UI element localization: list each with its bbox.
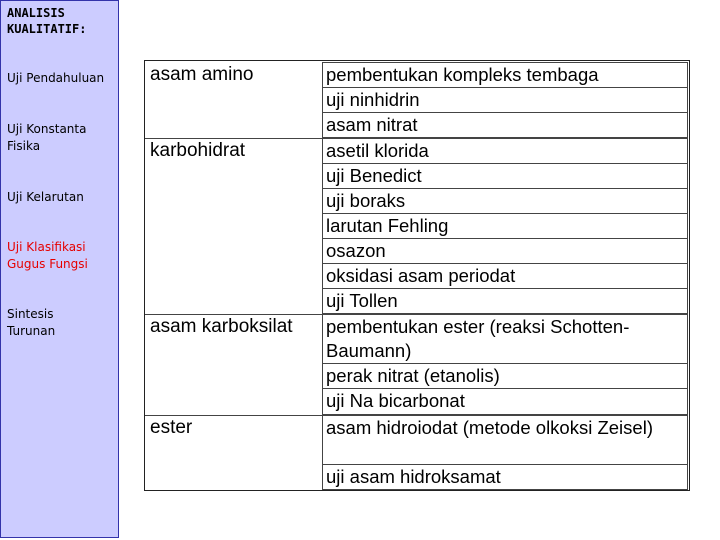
test-cell: uji boraks xyxy=(322,188,688,214)
test-cell: pembentukan ester (reaksi Schotten-Baumann) xyxy=(322,314,688,364)
sidebar-item-uji-pendahuluan[interactable]: Uji Pendahuluan xyxy=(7,71,105,85)
test-cell: uji Na bicarbonat xyxy=(322,388,688,415)
sidebar-title-line2: KUALITATIF: xyxy=(7,22,87,36)
test-cell: larutan Fehling xyxy=(322,213,688,239)
test-cell: pembentukan kompleks tembaga xyxy=(322,62,688,88)
test-cell: uji Benedict xyxy=(322,163,688,189)
group-ester: ester xyxy=(150,417,193,438)
group-divider xyxy=(145,314,322,315)
sidebar-item-uji-kelarutan[interactable]: Uji Kelarutan xyxy=(7,190,84,204)
sidebar-item-uji-konstanta-fisika[interactable]: Uji Konstanta Fisika xyxy=(7,122,87,153)
group-karbohidrat: karbohidrat xyxy=(150,140,246,161)
group-asam-karboksilat: asam karboksilat xyxy=(150,316,293,337)
test-cell: oksidasi asam periodat xyxy=(322,263,688,289)
test-cell: asam nitrat xyxy=(322,112,688,138)
sidebar-item-uji-klasifikasi-gugus-fungsi[interactable]: Uji Klasifikasi Gugus Fungsi xyxy=(7,240,88,271)
sidebar-title xyxy=(7,5,86,37)
test-cell: uji Tollen xyxy=(322,288,688,314)
group-divider xyxy=(145,138,322,139)
functional-group-table xyxy=(144,60,690,491)
sidebar xyxy=(0,0,119,538)
sidebar-title-line1: ANALISIS xyxy=(7,6,65,20)
group-asam-amino: asam amino xyxy=(150,64,254,85)
test-cell: perak nitrat (etanolis) xyxy=(322,363,688,389)
group-divider xyxy=(145,415,322,416)
test-cell: uji ninhidrin xyxy=(322,87,688,113)
test-cell: osazon xyxy=(322,238,688,264)
test-cell: asam hidroiodat (metode olkoksi Zeisel) xyxy=(322,415,688,465)
test-cell: asetil klorida xyxy=(322,138,688,164)
test-cell: uji asam hidroksamat xyxy=(322,464,688,490)
sidebar-item-sintesis-turunan[interactable]: Sintesis Turunan xyxy=(7,307,56,338)
